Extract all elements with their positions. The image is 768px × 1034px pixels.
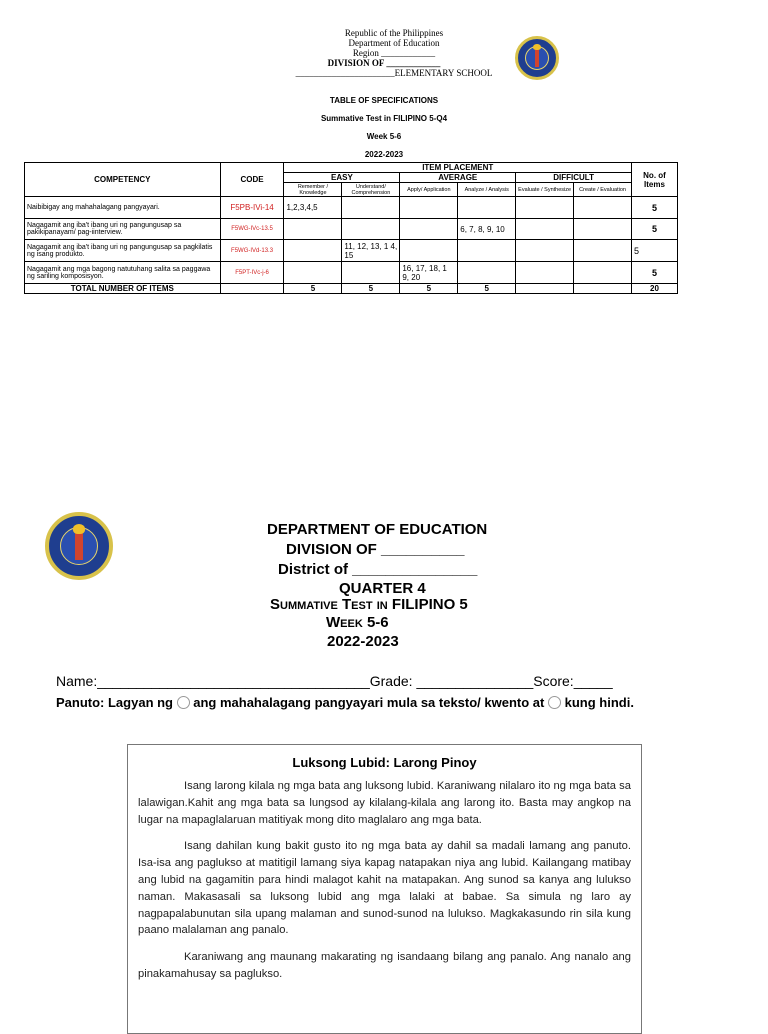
passage-title: Luksong Lubid: Larong Pinoy: [292, 755, 477, 770]
smiley-face-icon: [177, 696, 190, 709]
count-cell: 5: [632, 240, 678, 262]
total-cell: 5: [284, 284, 342, 294]
total-cell: [516, 284, 574, 294]
header-line: ______________________ELEMENTARY SCHOOL: [295, 68, 493, 78]
total-code-cell: [220, 284, 284, 294]
week-label: Week 5-6: [326, 614, 389, 631]
total-cell: [574, 284, 632, 294]
competency-cell: Naibibigay ang mahahalagang pangyayari.: [25, 197, 221, 219]
competency-cell: Nagagamit ang iba't ibang uri ng pangungusap sa pakikipanayam/ pag-iinterview.: [25, 219, 221, 240]
tos-subtitle: Summative Test in FILIPINO 5-Q4: [320, 114, 448, 123]
group-difficult: DIFFICULT: [516, 173, 632, 183]
header-line: Department of Education: [348, 38, 440, 48]
sad-face-icon: [548, 696, 561, 709]
item-cell: [516, 240, 574, 262]
tos-year: 2022-2023: [364, 150, 404, 159]
dept-title: DEPARTMENT OF EDUCATION: [267, 521, 488, 538]
table-row: [25, 240, 678, 262]
item-cell: [516, 197, 574, 219]
item-cell: [342, 262, 400, 284]
passage-paragraph: Isang larong kilala ng mga bata ang luksong lubid. Karaniwang nilalaro ito ng mga bata sa lalawigan.Kahit ang mga bata sa lungsod ay kilalang-kilala ang larong ito. Basta may angkop na lugar na mapaglalaruan matitiyak mong dito maglalaro ang mga bata.: [138, 780, 631, 826]
total-row: [25, 284, 678, 294]
item-cell: [574, 262, 632, 284]
table-row: [25, 262, 678, 284]
item-cell: [458, 262, 516, 284]
total-cell: 5: [458, 284, 516, 294]
item-cell: [458, 197, 516, 219]
header-no-items: No. of Items: [632, 163, 678, 197]
level-evaluate: Evaluate / Synthesize: [516, 183, 574, 197]
group-average: AVERAGE: [400, 173, 516, 183]
instructions-text: Panuto: Lagyan ng: [56, 695, 173, 710]
header-line: Region ____________: [352, 48, 436, 58]
item-cell: [284, 262, 342, 284]
passage-paragraph: Isang dahilan kung bakit gusto ito ng mga bata ay dahil sa madali lamang ang panuto. Isa-isa ang paglukso at matitigil lamang siya kapag natapakan niya ang lubid. Kailangang matibay ang lubid na gagamitin para hindi malagot kahit na matapakan. Ang sunod sa kanya ang lulukso naman. Makasasali sa luksong lubid ang mga lalaki at babae. Sa simula ng laro ay nagpapalabunutan sila upang malaman and sunod-sunod na lulukso. Magkakasundo rin sila kung paano malalaman ang panalo.: [138, 840, 631, 937]
table-of-specifications: [24, 162, 678, 294]
division-line: DIVISION OF __________: [286, 541, 465, 558]
item-cell: [342, 219, 400, 240]
item-cell: [342, 197, 400, 219]
school-year: 2022-2023: [327, 633, 399, 650]
header-competency: COMPETENCY: [25, 163, 221, 197]
total-cell: 5: [342, 284, 400, 294]
item-cell: [574, 219, 632, 240]
code-cell: F5PT-IVc-j-6: [220, 262, 284, 284]
tos-title: TABLE OF SPECIFICATIONS: [329, 96, 439, 105]
district-line: District of _______________: [278, 561, 478, 578]
level-apply: Apply/ Application: [400, 183, 458, 197]
instructions: [56, 694, 706, 711]
total-label: TOTAL NUMBER OF ITEMS: [25, 284, 221, 294]
level-analyze: Analyze / Analysis: [458, 183, 516, 197]
passage-paragraph: Karaniwang ang maunang makarating ng isandaang bilang ang panalo. Ang nanalo ang pinakamahusay sa paglukso.: [138, 951, 631, 980]
item-cell: 11, 12, 13, 1 4, 15: [342, 240, 400, 262]
reading-passage: [127, 744, 642, 1034]
item-cell: [400, 197, 458, 219]
tos-week: Week 5-6: [366, 132, 402, 141]
header-code: CODE: [220, 163, 284, 197]
code-cell: F5PB-IVi-14: [220, 197, 284, 219]
count-cell: 5: [632, 262, 678, 284]
item-cell: 1,2,3,4,5: [284, 197, 342, 219]
item-cell: [284, 240, 342, 262]
item-cell: [574, 197, 632, 219]
item-cell: [284, 219, 342, 240]
item-cell: 6, 7, 8, 9, 10: [458, 219, 516, 240]
total-count: 20: [632, 284, 678, 294]
level-create: Create / Evaluation: [574, 183, 632, 197]
count-cell: 5: [632, 219, 678, 240]
item-cell: [516, 262, 574, 284]
letterhead: [0, 28, 768, 78]
item-cell: [516, 219, 574, 240]
item-cell: [574, 240, 632, 262]
tos-titles: [0, 92, 768, 164]
item-cell: [400, 219, 458, 240]
code-cell: F5WG-IVc-13.5: [220, 219, 284, 240]
competency-cell: Nagagamit ang iba't ibang uri ng pangungusap sa pagkilatis ng isang produkto.: [25, 240, 221, 262]
instructions-text: kung hindi.: [564, 695, 634, 710]
header-line: Republic of the Philippines: [344, 28, 444, 38]
level-understand: Understand/ Comprehension: [342, 183, 400, 197]
competency-cell: Nagagamit ang mga bagong natutuhang salita sa paggawa ng sariling komposisyon.: [25, 262, 221, 284]
item-cell: [458, 240, 516, 262]
table-row: [25, 197, 678, 219]
test-title: Summative Test in FILIPINO 5: [270, 596, 468, 613]
code-cell: F5WG-IVd-13.3: [220, 240, 284, 262]
instructions-text: ang mahahalagang pangyayari mula sa teksto/ kwento at: [193, 695, 545, 710]
header-item-placement: ITEM PLACEMENT: [284, 163, 632, 173]
item-cell: [400, 240, 458, 262]
total-cell: 5: [400, 284, 458, 294]
table-row: [25, 219, 678, 240]
level-remember: Remember / Knowledge: [284, 183, 342, 197]
deped-seal-logo: [45, 512, 113, 580]
count-cell: 5: [632, 197, 678, 219]
quarter-label: QUARTER 4: [339, 580, 426, 597]
header-line: DIVISION OF ____________: [327, 58, 441, 68]
student-info-line[interactable]: Name:___________________________________Grade: _______________Score:_____: [56, 673, 613, 689]
group-easy: EASY: [284, 173, 400, 183]
item-cell: 16, 17, 18, 1 9, 20: [400, 262, 458, 284]
